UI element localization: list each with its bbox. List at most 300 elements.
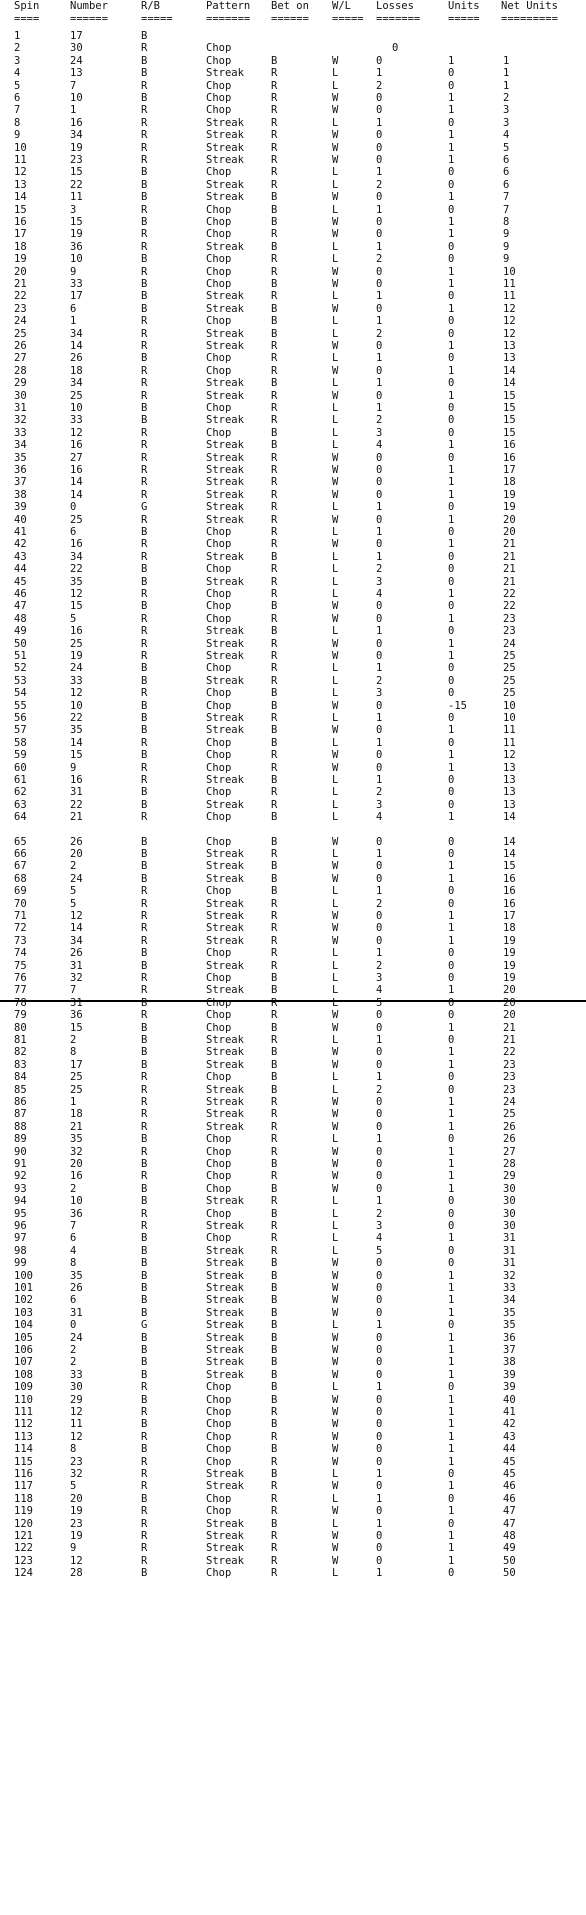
number-cell: 33 bbox=[70, 1368, 83, 1381]
table-row bbox=[0, 922, 586, 935]
number-cell: 28 bbox=[70, 1567, 83, 1580]
rb-cell: B bbox=[141, 835, 148, 848]
spin-cell: 78 bbox=[14, 996, 27, 1009]
rb-cell: R bbox=[141, 439, 148, 452]
units-cell: 1 bbox=[448, 538, 455, 551]
losses-cell: 0 bbox=[376, 1480, 383, 1493]
bet-on-cell: R bbox=[271, 488, 278, 501]
units-cell: -15 bbox=[448, 699, 467, 712]
number-cell: 0 bbox=[70, 1319, 77, 1332]
number-cell: 22 bbox=[70, 178, 83, 191]
number-cell: 12 bbox=[70, 588, 83, 600]
losses-cell: 1 bbox=[376, 625, 383, 638]
net-units-cell: 14 bbox=[503, 377, 516, 390]
number-cell: 15 bbox=[70, 1021, 83, 1034]
units-cell: 0 bbox=[448, 1034, 455, 1046]
losses-cell: 2 bbox=[376, 327, 383, 340]
losses-cell: 0 bbox=[376, 464, 383, 476]
rb-cell: R bbox=[141, 1009, 148, 1022]
net-units-cell: 21 bbox=[503, 538, 516, 551]
spin-cell: 32 bbox=[14, 414, 27, 427]
units-cell: 1 bbox=[448, 513, 455, 526]
table-row bbox=[0, 1022, 586, 1035]
spin-cell: 12 bbox=[14, 166, 27, 179]
net-units-cell: 19 bbox=[503, 959, 516, 972]
table-row bbox=[0, 1245, 586, 1258]
units-cell: 1 bbox=[448, 1158, 455, 1170]
wl-cell: W bbox=[332, 1108, 339, 1121]
units-cell: 0 bbox=[448, 662, 455, 675]
table-row bbox=[0, 1294, 586, 1307]
rb-cell: R bbox=[141, 897, 148, 910]
pattern-cell: Chop bbox=[206, 278, 232, 290]
pattern-cell: Chop bbox=[206, 54, 232, 67]
net-units-cell: 11 bbox=[503, 736, 516, 749]
net-units-cell: 29 bbox=[503, 1170, 516, 1183]
table-row bbox=[0, 117, 586, 130]
rb-cell: R bbox=[141, 340, 148, 352]
rb-cell: B bbox=[141, 798, 148, 811]
wl-cell: W bbox=[332, 389, 339, 402]
units-cell: 1 bbox=[448, 1096, 455, 1108]
net-units-cell: 12 bbox=[503, 302, 516, 315]
losses-cell: 0 bbox=[376, 129, 383, 142]
net-units-cell: 47 bbox=[503, 1505, 516, 1518]
rb-cell: B bbox=[141, 1257, 148, 1270]
losses-cell: 1 bbox=[376, 1492, 383, 1505]
header-bet-on: Bet on bbox=[271, 0, 309, 12]
pattern-cell: Chop bbox=[206, 104, 232, 117]
wl-cell: W bbox=[332, 872, 339, 885]
losses-cell: 0 bbox=[376, 1009, 383, 1022]
bet-on-cell: B bbox=[271, 699, 278, 712]
bet-on-cell: B bbox=[271, 835, 278, 848]
units-cell: 1 bbox=[448, 1232, 455, 1245]
rb-cell: R bbox=[141, 774, 148, 786]
bet-on-cell: B bbox=[271, 724, 278, 737]
losses-cell: 1 bbox=[376, 885, 383, 898]
table-row bbox=[0, 1046, 586, 1059]
spin-cell: 8 bbox=[14, 116, 21, 129]
bet-on-cell: R bbox=[271, 178, 278, 191]
number-cell: 6 bbox=[70, 302, 77, 315]
wl-cell: W bbox=[332, 1331, 339, 1344]
pattern-cell: Chop bbox=[206, 1455, 232, 1468]
spin-cell: 98 bbox=[14, 1244, 27, 1257]
losses-cell: 0 bbox=[376, 1046, 383, 1059]
losses-cell: 0 bbox=[376, 364, 383, 377]
net-units-cell: 18 bbox=[503, 922, 516, 935]
header-losses: Losses bbox=[376, 0, 414, 12]
units-cell: 1 bbox=[448, 1455, 455, 1468]
losses-cell: 3 bbox=[376, 687, 383, 700]
losses-cell: 0 bbox=[376, 860, 383, 873]
wl-cell: W bbox=[332, 1368, 339, 1381]
rb-cell: R bbox=[141, 984, 148, 997]
number-cell: 29 bbox=[70, 1393, 83, 1406]
underline-losses: ======= bbox=[376, 13, 421, 25]
number-cell: 2 bbox=[70, 1034, 77, 1046]
units-cell: 1 bbox=[448, 54, 455, 67]
number-cell: 35 bbox=[70, 1133, 83, 1146]
wl-cell: L bbox=[332, 1232, 339, 1245]
net-units-cell: 39 bbox=[503, 1368, 516, 1381]
table-row bbox=[0, 340, 586, 353]
pattern-cell: Chop bbox=[206, 1418, 232, 1431]
number-cell: 34 bbox=[70, 550, 83, 563]
units-cell: 1 bbox=[448, 104, 455, 117]
wl-cell: W bbox=[332, 191, 339, 204]
bet-on-cell: B bbox=[271, 278, 278, 290]
rb-cell: B bbox=[141, 1182, 148, 1195]
rb-cell: R bbox=[141, 464, 148, 476]
number-cell: 24 bbox=[70, 1331, 83, 1344]
net-units-cell: 35 bbox=[503, 1306, 516, 1319]
rb-cell: R bbox=[141, 513, 148, 526]
table-row bbox=[0, 997, 586, 1010]
number-cell: 24 bbox=[70, 54, 83, 67]
spin-cell: 18 bbox=[14, 240, 27, 253]
spin-cell: 39 bbox=[14, 501, 27, 514]
number-cell: 34 bbox=[70, 327, 83, 340]
table-row bbox=[0, 166, 586, 179]
losses-cell: 2 bbox=[376, 786, 383, 799]
number-cell: 36 bbox=[70, 1009, 83, 1022]
number-cell: 1 bbox=[70, 104, 77, 117]
net-units-cell: 4 bbox=[503, 129, 510, 142]
number-cell: 10 bbox=[70, 1195, 83, 1208]
spin-cell: 83 bbox=[14, 1058, 27, 1071]
net-units-cell: 13 bbox=[503, 340, 516, 352]
table-row bbox=[0, 1208, 586, 1221]
number-cell: 10 bbox=[70, 253, 83, 266]
wl-cell: L bbox=[332, 848, 339, 860]
spin-cell: 13 bbox=[14, 178, 27, 191]
units-cell: 1 bbox=[448, 1145, 455, 1158]
table-row bbox=[0, 600, 586, 613]
net-units-cell: 30 bbox=[503, 1195, 516, 1208]
table-row bbox=[0, 80, 586, 93]
bet-on-cell: B bbox=[271, 1393, 278, 1406]
losses-cell: 0 bbox=[376, 1021, 383, 1034]
units-cell: 0 bbox=[448, 1492, 455, 1505]
bet-on-cell: R bbox=[271, 1034, 278, 1046]
number-cell: 15 bbox=[70, 216, 83, 228]
rb-cell: R bbox=[141, 588, 148, 600]
units-cell: 0 bbox=[448, 315, 455, 328]
pattern-cell: Streak bbox=[206, 959, 244, 972]
net-units-cell: 1 bbox=[503, 79, 510, 92]
rb-cell: B bbox=[141, 724, 148, 737]
rb-cell: R bbox=[141, 885, 148, 898]
wl-cell: W bbox=[332, 364, 339, 377]
number-cell: 17 bbox=[70, 1058, 83, 1071]
pattern-cell: Streak bbox=[206, 625, 244, 638]
units-cell: 0 bbox=[448, 1133, 455, 1146]
pattern-cell: Chop bbox=[206, 996, 232, 1009]
spin-cell: 54 bbox=[14, 687, 27, 700]
table-row bbox=[0, 1071, 586, 1084]
spin-cell: 16 bbox=[14, 216, 27, 228]
losses-cell: 0 bbox=[376, 1393, 383, 1406]
bet-on-cell: R bbox=[271, 712, 278, 724]
bet-on-cell: B bbox=[271, 191, 278, 204]
losses-cell: 0 bbox=[376, 1170, 383, 1183]
units-cell: 0 bbox=[448, 1071, 455, 1084]
bet-on-cell: R bbox=[271, 588, 278, 600]
number-cell: 23 bbox=[70, 1517, 83, 1530]
table-row bbox=[0, 947, 586, 960]
rb-cell: B bbox=[141, 674, 148, 687]
losses-cell: 0 bbox=[376, 1331, 383, 1344]
net-units-cell: 23 bbox=[503, 625, 516, 638]
losses-cell: 0 bbox=[392, 42, 399, 55]
wl-cell: W bbox=[332, 1306, 339, 1319]
pattern-cell: Streak bbox=[206, 984, 244, 997]
bet-on-cell: B bbox=[271, 860, 278, 873]
units-cell: 0 bbox=[448, 426, 455, 439]
rb-cell: B bbox=[141, 872, 148, 885]
units-cell: 1 bbox=[448, 1554, 455, 1567]
rb-cell: B bbox=[141, 253, 148, 266]
wl-cell: W bbox=[332, 464, 339, 476]
wl-cell: W bbox=[332, 1058, 339, 1071]
pattern-cell: Streak bbox=[206, 340, 244, 352]
number-cell: 12 bbox=[70, 426, 83, 439]
losses-cell: 1 bbox=[376, 1071, 383, 1084]
units-cell: 1 bbox=[448, 922, 455, 935]
spin-cell: 61 bbox=[14, 774, 27, 786]
pattern-cell: Streak bbox=[206, 414, 244, 427]
number-cell: 8 bbox=[70, 1046, 77, 1059]
bet-on-cell: B bbox=[271, 203, 278, 216]
table-row bbox=[0, 662, 586, 675]
net-units-cell: 28 bbox=[503, 1158, 516, 1170]
net-units-cell: 39 bbox=[503, 1381, 516, 1394]
bet-on-cell: R bbox=[271, 513, 278, 526]
table-row bbox=[0, 42, 586, 55]
spin-cell: 110 bbox=[14, 1393, 33, 1406]
units-cell: 0 bbox=[448, 377, 455, 390]
units-cell: 1 bbox=[448, 749, 455, 762]
pattern-cell: Chop bbox=[206, 835, 232, 848]
bet-on-cell: R bbox=[271, 340, 278, 352]
table-row bbox=[0, 390, 586, 403]
units-cell: 1 bbox=[448, 464, 455, 476]
losses-cell: 4 bbox=[376, 439, 383, 452]
rb-cell: G bbox=[141, 501, 148, 514]
rb-cell: B bbox=[141, 526, 148, 538]
table-row bbox=[0, 1443, 586, 1456]
losses-cell: 0 bbox=[376, 1096, 383, 1108]
table-row bbox=[0, 1468, 586, 1481]
units-cell: 0 bbox=[448, 1220, 455, 1232]
wl-cell: L bbox=[332, 240, 339, 253]
net-units-cell: 22 bbox=[503, 588, 516, 600]
losses-cell: 2 bbox=[376, 414, 383, 427]
wl-cell: L bbox=[332, 550, 339, 563]
rb-cell: R bbox=[141, 1381, 148, 1394]
spin-cell: 21 bbox=[14, 278, 27, 290]
rb-cell: B bbox=[141, 575, 148, 588]
pattern-cell: Streak bbox=[206, 712, 244, 724]
spin-cell: 45 bbox=[14, 575, 27, 588]
spin-cell: 66 bbox=[14, 848, 27, 860]
pattern-cell: Chop bbox=[206, 1492, 232, 1505]
wl-cell: L bbox=[332, 996, 339, 1009]
bet-on-cell: R bbox=[271, 798, 278, 811]
net-units-cell: 6 bbox=[503, 178, 510, 191]
wl-cell: W bbox=[332, 1257, 339, 1270]
spin-cell: 59 bbox=[14, 749, 27, 762]
pattern-cell: Streak bbox=[206, 1306, 244, 1319]
losses-cell: 1 bbox=[376, 947, 383, 960]
spin-cell: 63 bbox=[14, 798, 27, 811]
wl-cell: W bbox=[332, 104, 339, 117]
units-cell: 1 bbox=[448, 302, 455, 315]
number-cell: 36 bbox=[70, 240, 83, 253]
wl-cell: L bbox=[332, 402, 339, 414]
pattern-cell: Streak bbox=[206, 302, 244, 315]
number-cell: 4 bbox=[70, 1244, 77, 1257]
net-units-cell: 15 bbox=[503, 426, 516, 439]
units-cell: 0 bbox=[448, 253, 455, 266]
units-cell: 1 bbox=[448, 389, 455, 402]
losses-cell: 2 bbox=[376, 1207, 383, 1220]
table-row bbox=[0, 1480, 586, 1493]
rb-cell: R bbox=[141, 1220, 148, 1232]
wl-cell: W bbox=[332, 1480, 339, 1493]
bet-on-cell: R bbox=[271, 1554, 278, 1567]
losses-cell: 3 bbox=[376, 1220, 383, 1232]
losses-cell: 0 bbox=[376, 934, 383, 947]
number-cell: 11 bbox=[70, 1418, 83, 1431]
rb-cell: B bbox=[141, 1021, 148, 1034]
units-cell: 0 bbox=[448, 501, 455, 514]
pattern-cell: Streak bbox=[206, 116, 244, 129]
spin-cell: 41 bbox=[14, 526, 27, 538]
table-row bbox=[0, 526, 586, 539]
wl-cell: L bbox=[332, 414, 339, 427]
pattern-cell: Streak bbox=[206, 798, 244, 811]
losses-cell: 0 bbox=[376, 1455, 383, 1468]
units-cell: 0 bbox=[448, 959, 455, 972]
table-row bbox=[0, 650, 586, 663]
units-cell: 0 bbox=[448, 178, 455, 191]
pattern-cell: Chop bbox=[206, 1443, 232, 1456]
rb-cell: B bbox=[141, 947, 148, 960]
pattern-cell: Streak bbox=[206, 67, 244, 80]
bet-on-cell: R bbox=[271, 897, 278, 910]
wl-cell: W bbox=[332, 1269, 339, 1282]
spin-cell: 55 bbox=[14, 699, 27, 712]
bet-on-cell: R bbox=[271, 1492, 278, 1505]
wl-cell: L bbox=[332, 439, 339, 452]
underline-wl: ===== bbox=[332, 13, 364, 25]
table-row bbox=[0, 365, 586, 378]
bet-on-cell: B bbox=[271, 1517, 278, 1530]
bet-on-cell: R bbox=[271, 674, 278, 687]
spin-cell: 30 bbox=[14, 389, 27, 402]
spin-cell: 76 bbox=[14, 972, 27, 984]
rb-cell: R bbox=[141, 315, 148, 328]
rb-cell: R bbox=[141, 1096, 148, 1108]
wl-cell: L bbox=[332, 1207, 339, 1220]
pattern-cell: Chop bbox=[206, 1232, 232, 1245]
spin-cell: 80 bbox=[14, 1021, 27, 1034]
spin-cell: 94 bbox=[14, 1195, 27, 1208]
pattern-cell: Streak bbox=[206, 897, 244, 910]
rb-cell: B bbox=[141, 191, 148, 204]
wl-cell: W bbox=[332, 129, 339, 142]
wl-cell: L bbox=[332, 1381, 339, 1394]
wl-cell: W bbox=[332, 302, 339, 315]
spin-cell: 25 bbox=[14, 327, 27, 340]
wl-cell: L bbox=[332, 203, 339, 216]
spin-cell: 91 bbox=[14, 1158, 27, 1170]
rb-cell: R bbox=[141, 1455, 148, 1468]
net-units-cell: 27 bbox=[503, 1145, 516, 1158]
table-row bbox=[0, 352, 586, 365]
bet-on-cell: R bbox=[271, 786, 278, 799]
number-cell: 25 bbox=[70, 1071, 83, 1084]
table-row bbox=[0, 1034, 586, 1047]
bet-on-cell: B bbox=[271, 1331, 278, 1344]
rb-cell: B bbox=[141, 1356, 148, 1369]
number-cell: 2 bbox=[70, 1182, 77, 1195]
rb-cell: R bbox=[141, 42, 148, 55]
number-cell: 12 bbox=[70, 1554, 83, 1567]
units-cell: 1 bbox=[448, 934, 455, 947]
spin-cell: 51 bbox=[14, 650, 27, 662]
bet-on-cell: B bbox=[271, 1058, 278, 1071]
net-units-cell: 13 bbox=[503, 798, 516, 811]
pattern-cell: Streak bbox=[206, 1331, 244, 1344]
units-cell: 0 bbox=[448, 1207, 455, 1220]
number-cell: 10 bbox=[70, 402, 83, 414]
pattern-cell: Chop bbox=[206, 1406, 232, 1418]
bet-on-cell: R bbox=[271, 389, 278, 402]
wl-cell: W bbox=[332, 1021, 339, 1034]
spin-cell: 113 bbox=[14, 1430, 33, 1443]
losses-cell: 1 bbox=[376, 501, 383, 514]
losses-cell: 0 bbox=[376, 1406, 383, 1418]
spin-cell: 114 bbox=[14, 1443, 33, 1456]
rb-cell: R bbox=[141, 1083, 148, 1096]
wl-cell: W bbox=[332, 1530, 339, 1542]
units-cell: 0 bbox=[448, 67, 455, 80]
number-cell: 18 bbox=[70, 364, 83, 377]
pattern-cell: Streak bbox=[206, 650, 244, 662]
units-cell: 0 bbox=[448, 897, 455, 910]
net-units-cell: 31 bbox=[503, 1244, 516, 1257]
pattern-cell: Streak bbox=[206, 1120, 244, 1133]
losses-cell: 0 bbox=[376, 340, 383, 352]
spin-cell: 27 bbox=[14, 352, 27, 365]
pattern-cell: Streak bbox=[206, 377, 244, 390]
spin-cell: 84 bbox=[14, 1071, 27, 1084]
number-cell: 16 bbox=[70, 1170, 83, 1183]
rb-cell: B bbox=[141, 402, 148, 414]
table-row bbox=[0, 799, 586, 812]
spin-cell: 15 bbox=[14, 203, 27, 216]
losses-cell: 0 bbox=[376, 1306, 383, 1319]
units-cell: 1 bbox=[448, 1542, 455, 1555]
number-cell: 35 bbox=[70, 575, 83, 588]
pattern-cell: Streak bbox=[206, 922, 244, 935]
rb-cell: B bbox=[141, 30, 148, 42]
units-cell: 1 bbox=[448, 1306, 455, 1319]
